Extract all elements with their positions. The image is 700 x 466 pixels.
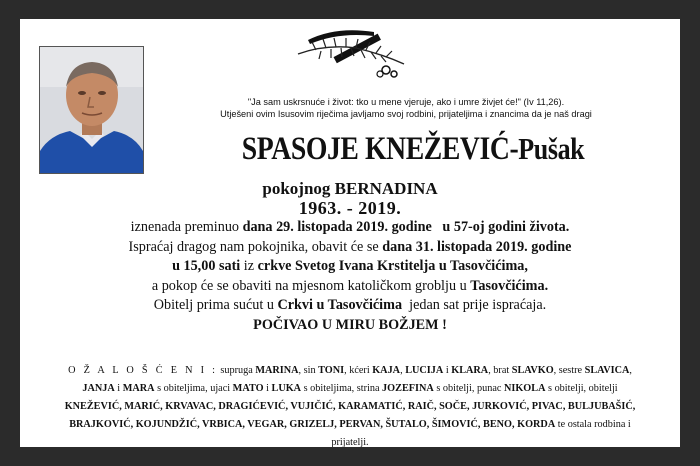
deceased-name <box>195 131 632 168</box>
text: Obitelj prima sućut u <box>153 297 274 313</box>
mourner-name: TONI <box>318 364 345 376</box>
mourner-name: JANJA <box>82 382 115 394</box>
father-name: BERNADINA <box>334 179 438 198</box>
announcement-line: Utješeni ovim Isusovim riječima javljamo svoj rodbini, prijateljima i znancima da je naš dragi <box>220 109 592 119</box>
quote-line: "Ja sam uskrsnuće i život: tko u mene vjeruje, ako i umre živjet će!" (Iv 11,26). <box>247 97 565 107</box>
mourner-name: SLAVICA <box>584 364 630 376</box>
mourner-name: LUKA <box>271 382 302 394</box>
text: a pokop će se obaviti na mjesnom katoličkom groblju u <box>151 277 467 294</box>
mourner-relation: , <box>400 364 406 376</box>
text: iznenada preminuo <box>130 219 240 235</box>
mourner-name: LUCIJA <box>405 364 444 376</box>
obituary-card <box>20 19 680 447</box>
bible-quote <box>144 96 668 120</box>
notice-line-3 <box>20 257 680 277</box>
father-prefix: pokojnog <box>262 179 331 198</box>
mourner-name: MARA <box>122 382 155 394</box>
father-line <box>20 179 680 199</box>
mourner-name: JOZEFINA <box>382 382 434 394</box>
name-nickname: Pušak <box>518 131 585 166</box>
mourners-label: O Ž A L O Š Ć E N I : <box>68 364 218 376</box>
mourner-relation: supruga <box>217 364 256 376</box>
rip: POČIVAO U MIRU BOŽJEM ! <box>253 316 447 333</box>
mourner-relation: s obiteljima, strina <box>301 382 383 394</box>
mourner-relation: , sestre <box>553 364 585 376</box>
funeral-time: u 15,00 sati <box>172 258 241 274</box>
portrait-photo <box>39 46 144 174</box>
mourner-relation: s obitelji, punac <box>433 382 504 394</box>
mourner-relation: s obitelji, obitelji <box>545 382 618 394</box>
name-main: SPASOJE KNEŽEVIĆ- <box>241 131 519 167</box>
church: crkve Svetog Ivana Krstitelja u Tasovčićima, <box>257 258 528 274</box>
mourner-name: NIKOLA <box>503 382 546 394</box>
death-date: dana 29. listopada 2019. godine <box>242 219 432 235</box>
mourner-name: KAJA <box>372 364 401 376</box>
notice-line-5 <box>20 296 680 316</box>
rip-line <box>20 316 680 336</box>
mourner-name: SLAVKO <box>511 364 554 376</box>
cemetery-place: Tasovčićima. <box>470 277 549 294</box>
notice-line-2 <box>20 238 680 258</box>
text: iz <box>243 258 255 274</box>
mourner-name: KNEŽEVIĆ, MARIĆ, KRVAVAC, DRAGIĆEVIĆ, VUJIČIĆ, KARAMATIĆ, RAIČ, SOČE, JURKOVIĆ, PIVAC, BULJUBAŠIĆ, BRAJKOVIĆ, KOJUNDŽIĆ, VRBICA, VEGAR, GRIZELJ, PERVAN, ŠUTALO, ŠIMOVIĆ, BENO, KORDA <box>64 400 636 430</box>
mourner-relation: te ostala rodbina i prijatelji. <box>331 418 631 447</box>
age: u 57-oj godini života. <box>442 219 570 235</box>
notice-line-4 <box>20 277 680 297</box>
years: 1963. - 2019. <box>298 198 402 218</box>
mourner-relation: s obiteljima, ujaci <box>154 382 233 394</box>
notice-body <box>20 179 680 335</box>
mourner-relation: , kćeri <box>344 364 373 376</box>
funeral-date: dana 31. listopada 2019. godine <box>382 238 572 255</box>
mourner-relation: i <box>263 382 272 394</box>
mourner-relation: , sin <box>298 364 319 376</box>
mourners-list <box>62 361 639 447</box>
mourner-name: MARINA <box>255 364 299 376</box>
mourner-relation: , <box>629 364 632 376</box>
text: Ispraćaj dragog nam pokojnika, obavit će se <box>128 238 379 255</box>
notice-line-1 <box>20 218 680 238</box>
mourner-relation: , brat <box>488 364 512 376</box>
cross-with-palm-icon <box>286 20 412 82</box>
mourner-relation: i <box>443 364 452 376</box>
mourner-name: MATO <box>232 382 264 394</box>
condolence-place: Crkvi u Tasovčićima <box>277 297 403 313</box>
mourner-name: KLARA <box>451 364 489 376</box>
text: jedan sat prije ispraćaja. <box>409 297 547 313</box>
mourner-relation: i <box>114 382 123 394</box>
